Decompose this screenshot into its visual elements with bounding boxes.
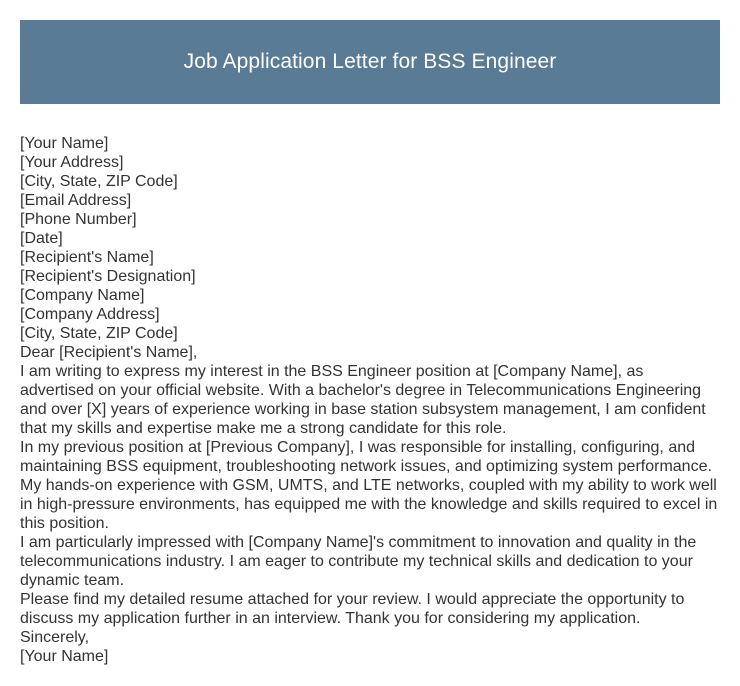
sender-name: [Your Name]	[20, 135, 109, 152]
paragraph-intro: I am writing to express my interest in the BSS Engineer position at [Company Name], as advertised on your official website. With a bachelor's degree in Telecommunications Engineering and over [X] years of experience working in base station subsystem management, I am confident that my skills and expertise make me a strong candidate for this role.	[20, 363, 706, 437]
paragraph-closing: Please find my detailed resume attached for your review. I would appreciate the opportunity to discuss my application further in an interview. Thank you for considering my application.	[20, 591, 685, 627]
salutation: Dear [Recipient's Name],	[20, 344, 198, 361]
header-banner	[20, 20, 720, 104]
recipient-city-state-zip: [City, State, ZIP Code]	[20, 325, 178, 342]
letter-date: [Date]	[20, 230, 63, 247]
sender-email: [Email Address]	[20, 192, 132, 209]
recipient-designation: [Recipient's Designation]	[20, 268, 196, 285]
paragraph-experience: In my previous position at [Previous Company], I was responsible for installing, configuring, and maintaining BSS equipment, troubleshooting network issues, and optimizing system performance. My hands-on experience with GSM, UMTS, and LTE networks, coupled with my ability to work well in high-pressure environments, has equipped me with the knowledge and skills required to excel in this position.	[20, 439, 718, 532]
sender-city-state-zip: [City, State, ZIP Code]	[20, 173, 178, 190]
recipient-company-address: [Company Address]	[20, 306, 160, 323]
sender-phone: [Phone Number]	[20, 211, 137, 228]
signature: [Your Name]	[20, 648, 109, 665]
closing: Sincerely,	[20, 629, 90, 646]
sender-address: [Your Address]	[20, 154, 124, 171]
recipient-company: [Company Name]	[20, 287, 145, 304]
page-title: Job Application Letter for BSS Engineer	[183, 50, 557, 73]
recipient-name: [Recipient's Name]	[20, 249, 154, 266]
letter-body	[20, 134, 720, 666]
paragraph-company-interest: I am particularly impressed with [Company Name]'s commitment to innovation and quality in the telecommunications industry. I am eager to contribute my technical skills and dedication to your dynamic team.	[20, 534, 697, 589]
